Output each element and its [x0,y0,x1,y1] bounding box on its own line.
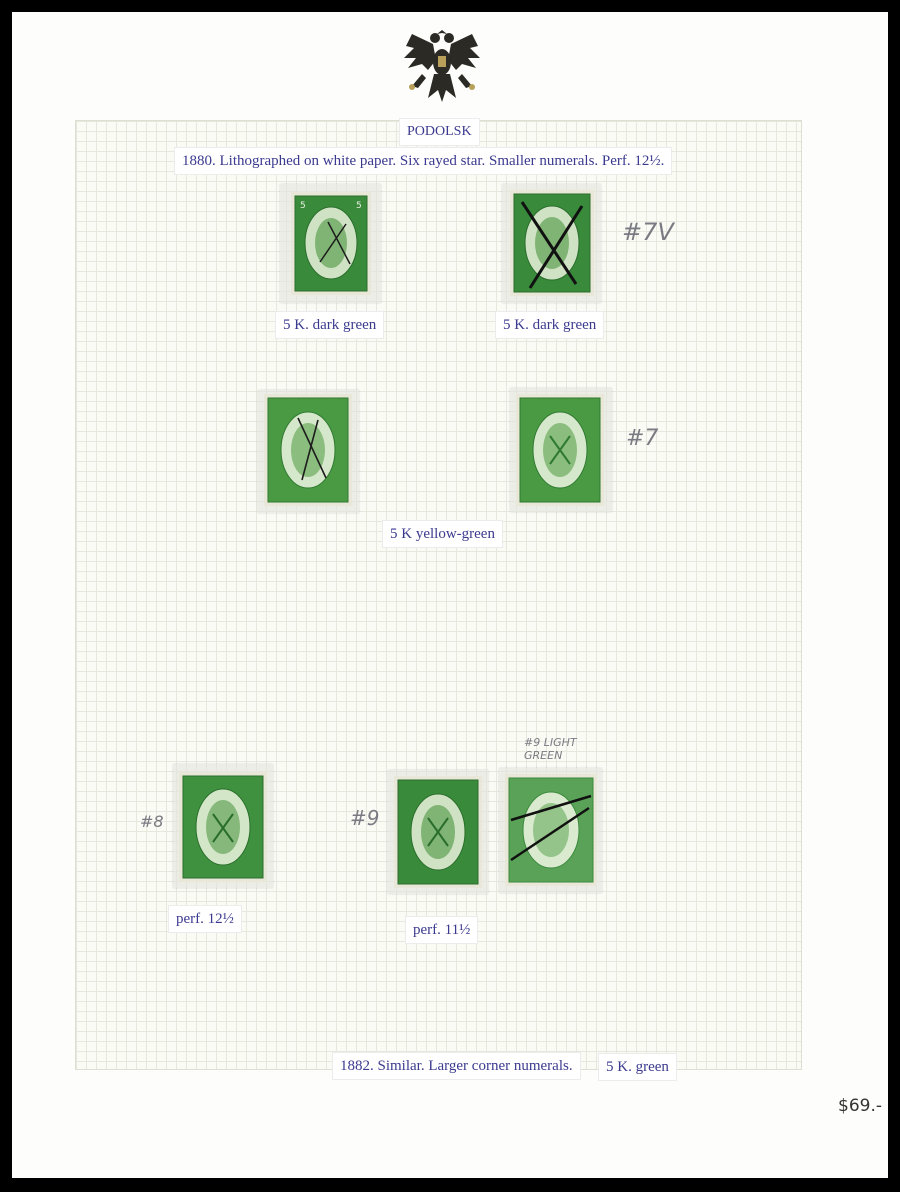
stamp-label: 5 K. dark green [276,312,383,338]
stamp-mount [173,764,273,888]
imperial-eagle-icon [402,24,482,106]
stamp-light-green [499,768,602,893]
stamp-5k-dark-green [280,184,381,303]
price-note: $69.- [838,1096,882,1116]
stamp-mount [258,390,359,513]
stamp-label: perf. 11½ [406,917,477,943]
stamp-perf-11-5 [388,770,488,894]
stamp-5k-dark-green [502,184,601,303]
stamp-5k-yellow-green [510,388,612,512]
stamp-label: 5 K. green [599,1054,676,1080]
page-title: PODOLSK [400,119,479,145]
svg-text:5: 5 [300,201,306,211]
note-7: #7 [626,426,659,451]
stamp-5k-yellow-green [258,390,359,513]
stamp-mount [280,184,381,303]
note-7v: #7V [622,218,674,246]
stamp-mount [388,770,488,894]
stamp-label: 5 K yellow-green [383,521,502,547]
stamp-mount [502,184,601,303]
stamp-mount [510,388,612,512]
stamp-label: perf. 12½ [169,906,241,932]
stamp-perf-12-5 [173,764,273,888]
issue-1880-description: 1880. Lithographed on white paper. Six rayed star. Smaller numerals. Perf. 12½. [175,148,671,174]
stamp-label: 5 K. dark green [496,312,603,338]
note-8: #8 [140,812,164,831]
note-9: #9 [350,806,380,830]
stamp-mount [499,768,602,893]
note-9-light-green: #9 LIGHT GREEN [524,736,577,762]
issue-1882-description: 1882. Similar. Larger corner numerals. [333,1053,580,1079]
svg-text:5: 5 [356,201,362,211]
